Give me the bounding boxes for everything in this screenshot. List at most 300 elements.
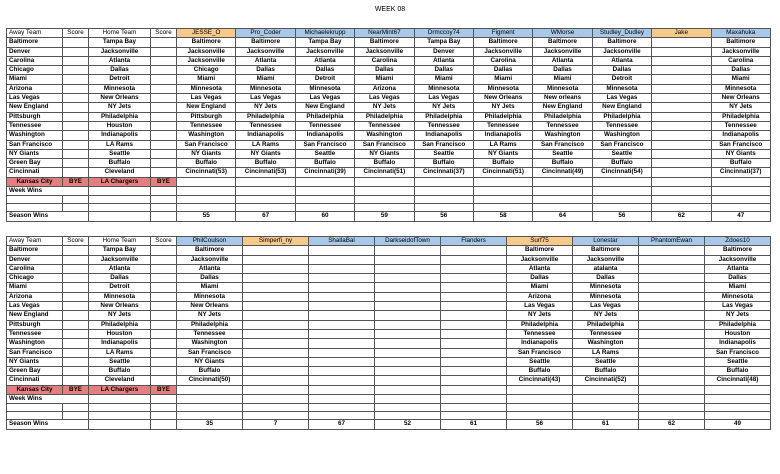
season-wins-cell: 67: [236, 212, 295, 221]
home-score-cell: [151, 329, 177, 338]
week-wins-cell: [177, 395, 243, 404]
pick-cell: Dallas: [592, 66, 651, 75]
pick-cell: Dallas: [711, 66, 770, 75]
bye-team-cell: Kansas City: [7, 385, 63, 394]
empty-cell: [441, 412, 507, 420]
home-team-header: Home Team: [89, 29, 151, 38]
pick-cell: Tennessee: [473, 121, 532, 130]
home-score-cell: [151, 66, 177, 75]
pick-cell: Minnesota: [705, 292, 771, 301]
season-wins-cell: 35: [177, 420, 243, 429]
home-team-cell: Cleveland: [89, 168, 151, 177]
pick-cell: [309, 302, 375, 311]
pick-cell: Buffalo: [507, 367, 573, 376]
season-wins-cell: 61: [573, 420, 639, 429]
home-score-cell: [151, 94, 177, 103]
player-name-header: JESSE_O: [177, 29, 236, 38]
season-wins-cell: 52: [375, 420, 441, 429]
empty-cell: [473, 196, 532, 204]
bye-row: [7, 177, 771, 186]
season-wins-cell: 58: [473, 212, 532, 221]
pick-cell: Buffalo: [573, 367, 639, 376]
pick-cell: Jacksonville: [355, 47, 414, 56]
pick-cell: Cincinnati(54): [592, 168, 651, 177]
pick-cell: [243, 264, 309, 273]
away-team-header: Away Team: [7, 29, 63, 38]
game-row: [7, 339, 771, 348]
pick-cell: Las Vegas: [592, 94, 651, 103]
pick-cell: Minnesota: [295, 84, 354, 93]
score-header: Score: [151, 237, 177, 246]
week-wins-cell: [414, 187, 473, 196]
week-wins-cell: [711, 187, 770, 196]
pick-cell: Philadelphia: [533, 112, 592, 121]
player-name-header: Lonestar: [573, 237, 639, 246]
empty-cell: [414, 177, 473, 186]
game-row: [7, 348, 771, 357]
season-wins-cell: 56: [414, 212, 473, 221]
pick-cell: Arizona: [507, 292, 573, 301]
home-team-cell: NY Jets: [89, 103, 151, 112]
pick-cell: [639, 339, 705, 348]
home-team-cell: Jacksonville: [89, 47, 151, 56]
pick-cell: New Orleans: [711, 94, 770, 103]
pick-cell: Miami: [355, 75, 414, 84]
empty-cell: [177, 177, 236, 186]
season-wins-cell: 62: [639, 420, 705, 429]
empty-cell: [592, 177, 651, 186]
home-score-cell: [151, 283, 177, 292]
home-team-cell: Houston: [89, 329, 151, 338]
home-score-cell: [151, 292, 177, 301]
empty-cell: [63, 412, 89, 420]
blank-row: [7, 196, 771, 204]
home-score-cell: [151, 246, 177, 255]
pick-cell: [639, 357, 705, 366]
away-team-cell: Pittsburgh: [7, 112, 63, 121]
home-score-cell: [151, 149, 177, 158]
pick-cell: Indianapolis: [705, 339, 771, 348]
player-name-header: Studley_Dudley: [592, 29, 651, 38]
pick-cell: [375, 339, 441, 348]
pick-cell: New England: [533, 103, 592, 112]
empty-cell: [151, 404, 177, 412]
away-score-cell: [63, 66, 89, 75]
picks-table-2: [6, 236, 771, 430]
pick-cell: Pittsburgh: [177, 112, 236, 121]
empty-cell: [63, 204, 89, 212]
season-wins-cell: 49: [705, 420, 771, 429]
week-wins-cell: [441, 395, 507, 404]
pick-cell: Jacksonville: [592, 47, 651, 56]
home-team-cell: Minnesota: [89, 292, 151, 301]
pick-cell: Washington: [592, 131, 651, 140]
away-team-cell: Baltimore: [7, 38, 63, 47]
pick-cell: San Francisco: [507, 348, 573, 357]
home-team-cell: Houston: [89, 121, 151, 130]
week-wins-cell: [375, 395, 441, 404]
pick-cell: NY Jets: [236, 103, 295, 112]
home-score-cell: [151, 159, 177, 168]
week-wins-cell: [355, 187, 414, 196]
pick-cell: NY Jets: [573, 311, 639, 320]
empty-cell: [89, 187, 151, 196]
week-wins-cell: [243, 395, 309, 404]
away-team-cell: Denver: [7, 47, 63, 56]
home-team-cell: Buffalo: [89, 159, 151, 168]
pick-cell: Las Vegas: [507, 302, 573, 311]
away-team-cell: Pittsburgh: [7, 320, 63, 329]
empty-cell: [375, 412, 441, 420]
season-wins-label: Season Wins: [7, 420, 89, 429]
pick-cell: [375, 246, 441, 255]
pick-cell: [639, 246, 705, 255]
home-team-cell: Detroit: [89, 75, 151, 84]
pick-cell: [309, 320, 375, 329]
game-row: [7, 140, 771, 149]
pick-cell: [309, 255, 375, 264]
bye-team-cell: LA Chargers: [89, 177, 151, 186]
pick-cell: [243, 311, 309, 320]
pick-cell: Atlanta: [705, 264, 771, 273]
home-team-cell: LA Rams: [89, 348, 151, 357]
home-score-cell: [151, 348, 177, 357]
home-score-cell: [151, 103, 177, 112]
home-team-cell: Buffalo: [89, 367, 151, 376]
pick-cell: San Francisco: [705, 348, 771, 357]
picks-table-1: [6, 28, 771, 222]
pick-cell: Tennessee: [414, 121, 473, 130]
pick-cell: Detroit: [592, 75, 651, 84]
away-team-cell: Denver: [7, 255, 63, 264]
player-name-header: PhilCoulson: [177, 237, 243, 246]
home-team-cell: Tampa Bay: [89, 38, 151, 47]
pick-cell: [652, 112, 711, 121]
pick-cell: Dallas: [295, 66, 354, 75]
pick-cell: Minnesota: [236, 84, 295, 93]
pick-cell: Miami: [507, 283, 573, 292]
pick-cell: Baltimore: [592, 38, 651, 47]
empty-cell: [89, 395, 151, 404]
pick-cell: Tampa Bay: [295, 38, 354, 47]
empty-cell: [355, 177, 414, 186]
empty-cell: [473, 177, 532, 186]
pick-cell: New Orleans: [473, 94, 532, 103]
season-wins-cell: 47: [711, 212, 770, 221]
empty-cell: [414, 196, 473, 204]
player-name-header: Jake: [652, 29, 711, 38]
pick-cell: Baltimore: [507, 246, 573, 255]
home-score-cell: [151, 302, 177, 311]
pick-cell: NY Giants: [236, 149, 295, 158]
score-header: Score: [63, 29, 89, 38]
pick-cell: [309, 292, 375, 301]
week-wins-row: [7, 395, 771, 404]
home-team-cell: NY Jets: [89, 311, 151, 320]
pick-cell: Dallas: [573, 274, 639, 283]
away-score-cell: [63, 149, 89, 158]
pick-cell: Indianapolis: [473, 131, 532, 140]
pick-cell: Seattle: [507, 357, 573, 366]
player-name-header: Flanders: [441, 237, 507, 246]
away-team-cell: Washington: [7, 131, 63, 140]
pick-cell: Washington: [355, 131, 414, 140]
away-team-cell: New England: [7, 311, 63, 320]
pick-cell: Philadelphia: [355, 112, 414, 121]
pick-cell: Atlanta: [295, 56, 354, 65]
pick-cell: Philadelphia: [507, 320, 573, 329]
home-score-cell: [151, 121, 177, 130]
empty-cell: [533, 204, 592, 212]
pick-cell: [441, 339, 507, 348]
pick-cell: NY Jets: [507, 311, 573, 320]
empty-cell: [7, 404, 63, 412]
home-score-cell: [151, 131, 177, 140]
pick-cell: Minnesota: [473, 84, 532, 93]
away-score-cell: [63, 339, 89, 348]
game-row: [7, 112, 771, 121]
home-score-cell: [151, 367, 177, 376]
empty-cell: [652, 177, 711, 186]
pick-cell: Las Vegas: [236, 94, 295, 103]
pick-cell: [652, 66, 711, 75]
pick-cell: [652, 121, 711, 130]
pick-cell: Seattle: [414, 149, 473, 158]
pick-cell: Baltimore: [236, 38, 295, 47]
pick-cell: [243, 357, 309, 366]
season-wins-cell: 60: [295, 212, 354, 221]
away-score-cell: [63, 112, 89, 121]
pick-cell: [441, 367, 507, 376]
home-team-cell: New Orleans: [89, 94, 151, 103]
pick-cell: Miami: [177, 283, 243, 292]
pick-cell: Cincinnati(43): [507, 376, 573, 385]
away-team-cell: Chicago: [7, 66, 63, 75]
home-score-cell: [151, 339, 177, 348]
pick-cell: [375, 357, 441, 366]
pick-cell: [375, 264, 441, 273]
bye-row: [7, 385, 771, 394]
pick-cell: LA Rams: [236, 140, 295, 149]
pick-cell: [639, 329, 705, 338]
away-score-cell: [63, 94, 89, 103]
player-name-header: Zdoes10: [705, 237, 771, 246]
pick-cell: Buffalo: [295, 159, 354, 168]
pick-cell: Minnesota: [414, 84, 473, 93]
pick-cell: Seattle: [592, 149, 651, 158]
away-score-cell: [63, 168, 89, 177]
game-row: [7, 168, 771, 177]
pick-cell: [441, 246, 507, 255]
pick-cell: [375, 320, 441, 329]
empty-cell: [573, 385, 639, 394]
pick-cell: Buffalo: [355, 159, 414, 168]
pick-cell: [441, 264, 507, 273]
pick-cell: NY Giants: [473, 149, 532, 158]
empty-cell: [652, 196, 711, 204]
pick-cell: Buffalo: [533, 159, 592, 168]
empty-cell: [652, 204, 711, 212]
empty-cell: [177, 412, 243, 420]
pick-cell: Buffalo: [592, 159, 651, 168]
away-score-cell: [63, 56, 89, 65]
week-wins-row: [7, 187, 771, 196]
pick-cell: Denver: [414, 47, 473, 56]
empty-cell: [89, 420, 151, 429]
pick-cell: NY Giants: [177, 149, 236, 158]
pick-cell: [639, 311, 705, 320]
bye-team-cell: LA Chargers: [89, 385, 151, 394]
pick-cell: Houston: [705, 329, 771, 338]
pick-cell: [639, 283, 705, 292]
pick-cell: [309, 246, 375, 255]
pick-cell: [441, 357, 507, 366]
empty-cell: [177, 385, 243, 394]
away-score-cell: [63, 311, 89, 320]
pick-cell: Cincinnati(48): [705, 376, 771, 385]
pick-cell: New England: [295, 103, 354, 112]
empty-cell: [711, 196, 770, 204]
week-wins-cell: [705, 395, 771, 404]
home-score-cell: [151, 168, 177, 177]
game-row: [7, 367, 771, 376]
game-row: [7, 264, 771, 273]
pick-cell: LA Rams: [473, 140, 532, 149]
game-row: [7, 329, 771, 338]
pick-cell: Cincinnati(53): [177, 168, 236, 177]
away-score-cell: [63, 320, 89, 329]
pick-cell: Baltimore: [177, 38, 236, 47]
pick-cell: [652, 168, 711, 177]
away-team-cell: Cincinnati: [7, 376, 63, 385]
home-team-cell: Jacksonville: [89, 255, 151, 264]
away-score-cell: [63, 292, 89, 301]
away-score-cell: [63, 75, 89, 84]
player-name-header: Simperfi_ny: [243, 237, 309, 246]
empty-cell: [151, 196, 177, 204]
pick-cell: NY Giants: [177, 357, 243, 366]
home-team-cell: New Orleans: [89, 302, 151, 311]
season-wins-cell: 64: [533, 212, 592, 221]
pick-cell: [652, 75, 711, 84]
game-row: [7, 302, 771, 311]
pick-cell: [375, 348, 441, 357]
pick-cell: Philadelphia: [236, 112, 295, 121]
pick-cell: [309, 339, 375, 348]
pick-cell: Carolina: [711, 56, 770, 65]
pick-cell: Tennessee: [236, 121, 295, 130]
pick-cell: Philadelphia: [177, 320, 243, 329]
pick-cell: Atlanta: [177, 264, 243, 273]
pick-cell: [441, 255, 507, 264]
pick-cell: New Orleans: [177, 302, 243, 311]
pick-cell: Cincinnati(50): [177, 376, 243, 385]
pick-cell: Minnesota: [592, 84, 651, 93]
pick-cell: Tennessee: [507, 329, 573, 338]
pick-cell: [375, 367, 441, 376]
week-wins-cell: [592, 187, 651, 196]
pick-cell: Jacksonville: [533, 47, 592, 56]
game-row: [7, 311, 771, 320]
away-score-cell: [63, 121, 89, 130]
week-wins-cell: [652, 187, 711, 196]
away-team-cell: Green Bay: [7, 367, 63, 376]
pick-cell: Tennessee: [592, 121, 651, 130]
season-wins-row: [7, 420, 771, 429]
pick-cell: [639, 274, 705, 283]
pick-cell: Las Vegas: [295, 94, 354, 103]
pick-cell: Philadelphia: [592, 112, 651, 121]
pick-cell: Atlanta: [414, 56, 473, 65]
pick-cell: [243, 292, 309, 301]
pick-cell: [639, 320, 705, 329]
season-wins-cell: 55: [177, 212, 236, 221]
player-name-header: NearMint67: [355, 29, 414, 38]
away-team-cell: Baltimore: [7, 246, 63, 255]
player-name-header: Drmccoy74: [414, 29, 473, 38]
pick-cell: Arizona: [355, 84, 414, 93]
pick-cell: San Francisco: [592, 140, 651, 149]
pick-cell: San Francisco: [533, 140, 592, 149]
pick-cell: Jacksonville: [711, 47, 770, 56]
game-row: [7, 255, 771, 264]
pick-cell: Baltimore: [177, 246, 243, 255]
pick-cell: Indianapolis: [507, 339, 573, 348]
home-team-cell: Philadelphia: [89, 112, 151, 121]
season-wins-cell: 7: [243, 420, 309, 429]
pick-cell: [309, 264, 375, 273]
pick-cell: [652, 56, 711, 65]
pick-cell: Atlanta: [533, 56, 592, 65]
home-team-cell: Dallas: [89, 274, 151, 283]
game-row: [7, 47, 771, 56]
game-row: [7, 292, 771, 301]
header-row: [7, 29, 771, 38]
pick-cell: [441, 329, 507, 338]
pick-cell: [639, 348, 705, 357]
pick-cell: Baltimore: [705, 246, 771, 255]
empty-cell: [89, 196, 151, 204]
home-score-cell: [151, 264, 177, 273]
pick-cell: Buffalo: [705, 367, 771, 376]
home-team-cell: Atlanta: [89, 56, 151, 65]
season-wins-cell: 62: [652, 212, 711, 221]
pick-cell: Baltimore: [473, 38, 532, 47]
pick-cell: Indianapolis: [295, 131, 354, 140]
empty-cell: [355, 204, 414, 212]
pick-cell: Jacksonville: [705, 255, 771, 264]
empty-cell: [295, 196, 354, 204]
pick-cell: [243, 339, 309, 348]
pick-cell: Baltimore: [573, 246, 639, 255]
pick-cell: Dallas: [355, 66, 414, 75]
pick-cell: [309, 329, 375, 338]
pick-cell: San Francisco: [295, 140, 354, 149]
empty-cell: [295, 204, 354, 212]
pick-cell: Minnesota: [711, 84, 770, 93]
pick-cell: Philadelphia: [573, 320, 639, 329]
away-score-cell: [63, 329, 89, 338]
pick-cell: [375, 274, 441, 283]
pick-cell: Miami: [473, 75, 532, 84]
game-row: [7, 94, 771, 103]
pick-cell: NY Jets: [473, 103, 532, 112]
season-wins-cell: 56: [507, 420, 573, 429]
pick-cell: Tennessee: [573, 329, 639, 338]
pick-cell: [375, 255, 441, 264]
pick-cell: San Francisco: [177, 140, 236, 149]
pick-cell: [441, 283, 507, 292]
